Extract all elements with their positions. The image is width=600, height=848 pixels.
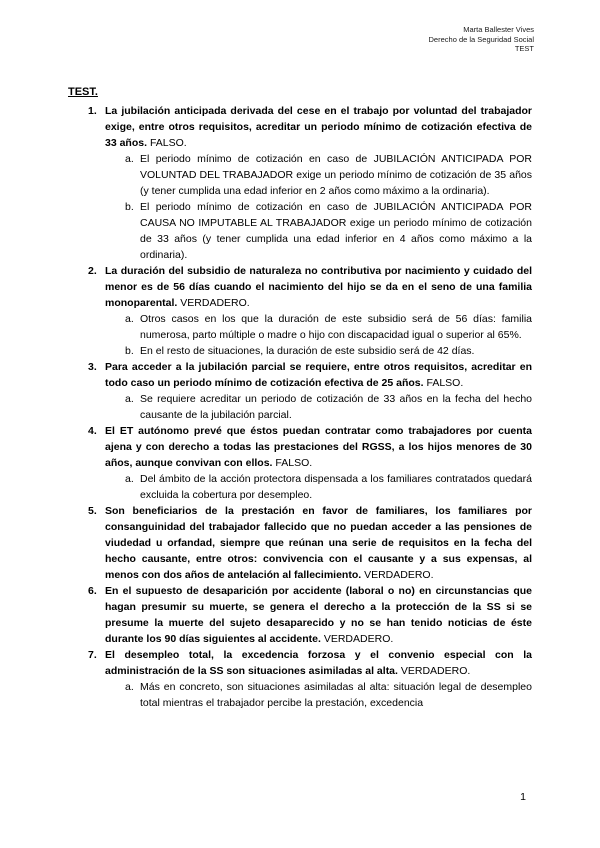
question-item-3 bbox=[68, 359, 532, 423]
question-answer: FALSO. bbox=[426, 377, 464, 389]
subitem bbox=[68, 343, 532, 359]
document-body bbox=[68, 84, 532, 711]
subitem-marker: a. bbox=[125, 313, 134, 325]
question-number: 2. bbox=[88, 265, 97, 277]
subitem bbox=[68, 391, 532, 423]
question-statement-text: El ET autónomo prevé que éstos puedan contratar como trabajadores por cuenta ajena y con derecho a todas las prestaciones del RGSS, a los hijos menores de 30 años, aunque convivan con ellos. bbox=[105, 425, 532, 469]
question-item-2 bbox=[68, 263, 532, 359]
subitem bbox=[68, 679, 532, 711]
subitem-text: Otros casos en los que la duración de este subsidio será de 56 días: familia numerosa, parto múltiple o madre o hijo con discapacidad igual o superior al 65%. bbox=[140, 313, 532, 341]
subitem bbox=[68, 471, 532, 503]
question-number: 6. bbox=[88, 585, 97, 597]
question-statement bbox=[105, 103, 532, 151]
question-number: 3. bbox=[88, 361, 97, 373]
document-title: TEST. bbox=[68, 86, 98, 98]
question-statement-text: Para acceder a la jubilación parcial se requiere, entre otros requisitos, acreditar en todo caso un periodo mínimo de cotización efectiva de 25 años. bbox=[105, 361, 532, 389]
question-answer: FALSO. bbox=[149, 137, 187, 149]
subitem bbox=[68, 151, 532, 199]
header-course: Derecho de la Seguridad Social bbox=[428, 34, 534, 44]
question-number: 1. bbox=[88, 105, 97, 117]
subitem-text: Más en concreto, son situaciones asimiladas al alta: situación legal de desempleo total mientras el trabajador percibe la prestación, excedencia bbox=[140, 681, 532, 709]
question-answer: VERDADERO. bbox=[364, 569, 434, 581]
question-statement-text: El desempleo total, la excedencia forzosa y el convenio especial con la administración de la SS son situaciones asimiladas al alta. bbox=[105, 649, 532, 677]
question-statement-text: La duración del subsidio de naturaleza no contributiva por nacimiento y cuidado del menor es de 56 días cuando el nacimiento del hijo se da en el seno de una familia monoparental. bbox=[105, 265, 532, 309]
question-statement-text: La jubilación anticipada derivada del cese en el trabajo por voluntad del trabajador exige, entre otros requisitos, acreditar un periodo mínimo de cotización efectiva de 33 años. bbox=[105, 105, 532, 149]
page-number: 1 bbox=[520, 791, 526, 803]
subitem-marker: b. bbox=[125, 201, 134, 213]
question-number: 4. bbox=[88, 425, 97, 437]
question-statement bbox=[105, 423, 532, 471]
question-statement bbox=[105, 263, 532, 311]
question-statement bbox=[105, 647, 532, 679]
question-item-1 bbox=[68, 103, 532, 263]
subitem bbox=[68, 311, 532, 343]
subitem-text: El periodo mínimo de cotización en caso de JUBILACIÓN ANTICIPADA POR CAUSA NO IMPUTABLE AL TRABAJADOR exige un periodo mínimo de cotización de 33 años (y tener cumplida una edad inferior en 4 años como máximo a la ordinaria). bbox=[140, 201, 532, 261]
question-number: 5. bbox=[88, 505, 97, 517]
question-answer: VERDADERO. bbox=[400, 665, 471, 677]
question-item-7 bbox=[68, 647, 532, 711]
document-header bbox=[429, 25, 534, 54]
subitem-text: El periodo mínimo de cotización en caso de JUBILACIÓN ANTICIPADA POR VOLUNTAD DEL TRABAJADOR exige un periodo mínimo de cotización de 35 años (y tener cumplida una edad inferior en 2 años como máximo a la ordinaria). bbox=[140, 153, 532, 197]
question-item-6 bbox=[68, 583, 532, 647]
question-item-4 bbox=[68, 423, 532, 503]
question-answer: VERDADERO. bbox=[323, 633, 394, 645]
subitem-text: Se requiere acreditar un periodo de cotización de 33 años en la fecha del hecho causante de la jubilación parcial. bbox=[140, 393, 532, 421]
subitem-marker: a. bbox=[125, 681, 134, 693]
subitem-marker: a. bbox=[125, 393, 134, 405]
subitem-text: Del ámbito de la acción protectora dispensada a los familiares contratados quedará excluida la cobertura por desempleo. bbox=[140, 473, 532, 501]
question-number: 7. bbox=[88, 649, 97, 661]
question-answer: FALSO. bbox=[275, 457, 313, 469]
question-statement bbox=[105, 583, 532, 647]
header-doc-type: TEST bbox=[514, 44, 534, 53]
question-statement bbox=[105, 503, 532, 583]
question-statement-text: En el supuesto de desaparición por accidente (laboral o no) en circunstancias que hagan presumir su muerte, se genera el derecho a la protección de la SS si se presume la muerte del sujeto desaparecido y no se han tenido noticias de éste durante los 90 días siguientes al accidente. bbox=[105, 585, 532, 645]
subitem-marker: b. bbox=[125, 345, 134, 357]
subitem-marker: a. bbox=[125, 473, 134, 485]
question-statement-text: Son beneficiarios de la prestación en favor de familiares, los familiares por consanguinidad del trabajador fallecido que no puedan acceder a las pensiones de viudedad u orfandad, siempre que reúnan una serie de requisitos en la fecha del hecho causante, entre otros: convivencia con el causante y a sus expensas, al menos con dos años de antelación al fallecimiento. bbox=[105, 505, 532, 581]
question-item-5 bbox=[68, 503, 532, 583]
subitem-marker: a. bbox=[125, 153, 134, 165]
subitem bbox=[68, 199, 532, 263]
subitem-text: En el resto de situaciones, la duración de este subsidio será de 42 días. bbox=[140, 345, 475, 357]
question-answer: VERDADERO. bbox=[180, 297, 250, 309]
header-author: Marta Ballester Vives bbox=[463, 25, 534, 34]
question-statement bbox=[105, 359, 532, 391]
